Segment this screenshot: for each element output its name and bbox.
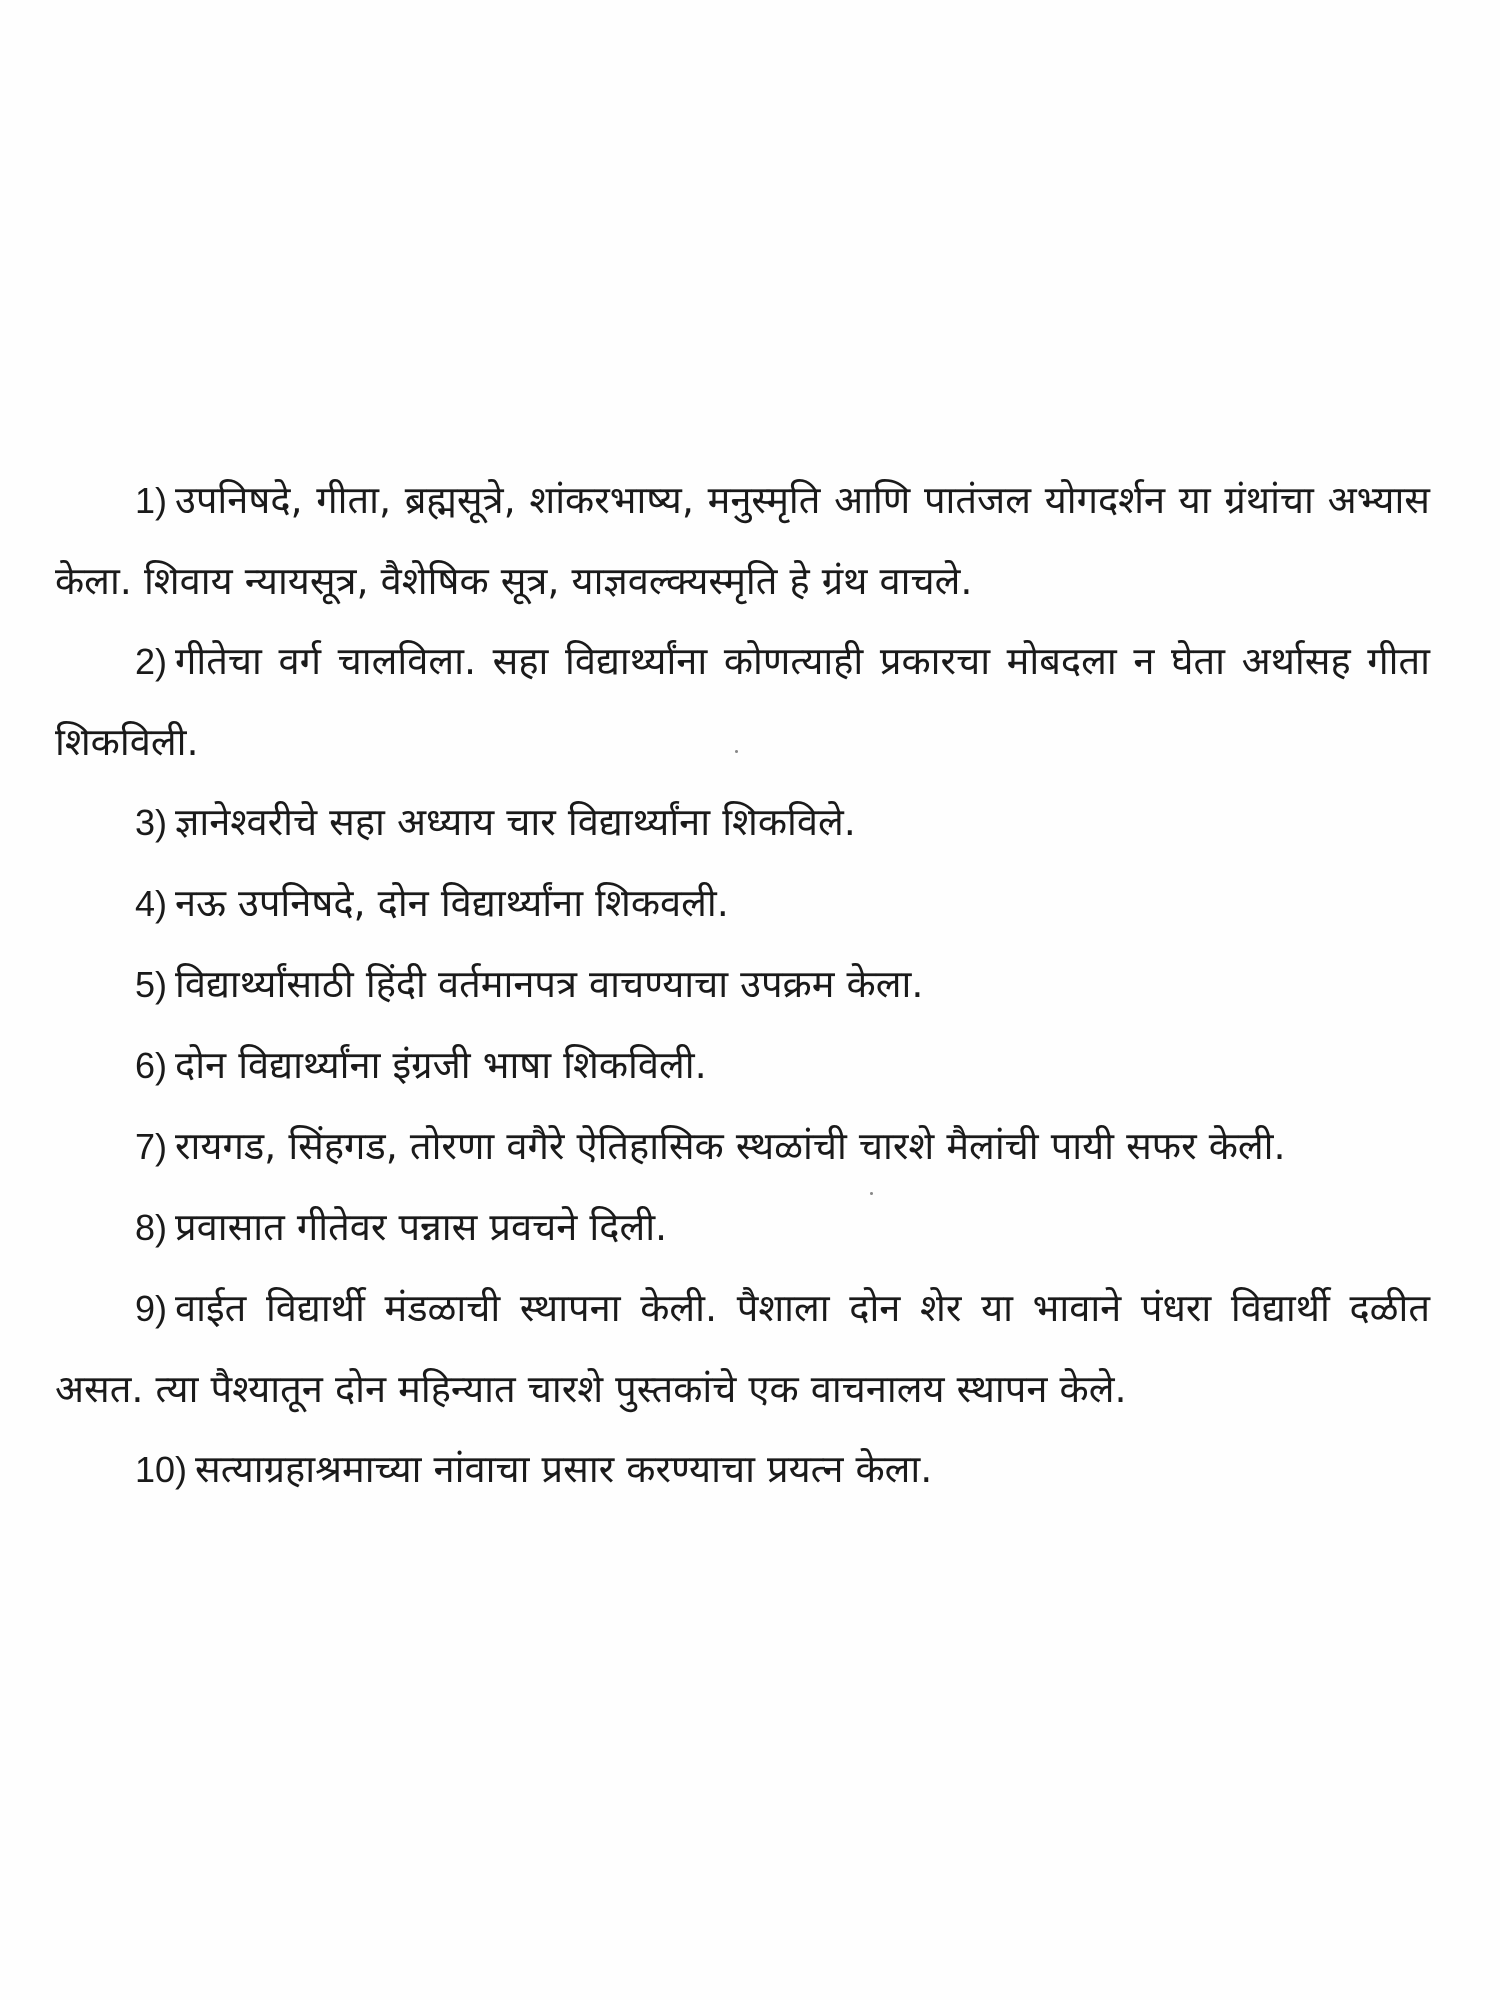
item-text: सत्याग्रहाश्रमाच्या नांवाचा प्रसार करण्याचा प्रयत्न केला.	[195, 1447, 933, 1491]
item-text: वाईत विद्यार्थी मंडळाची स्थापना केली. पैशाला दोन शेर या भावाने पंधरा विद्यार्थी दळीत असत. त्या पैश्यातून दोन महिन्यात चारशे पुस्तकांचे एक वाचनालय स्थापन केले.	[55, 1286, 1430, 1411]
achievements-list	[55, 460, 1430, 1510]
item-text: उपनिषदे, गीता, ब्रह्मसूत्रे, शांकरभाष्य, मनुस्मृति आणि पातंजल योगदर्शन या ग्रंथांचा अभ्यास केला. शिवाय न्यायसूत्र, वैशेषिक सूत्र, याज्ञवल्क्यस्मृति हे ग्रंथ वाचले.	[55, 478, 1430, 603]
list-item-5	[55, 944, 1430, 1025]
paper-speck	[735, 750, 738, 753]
list-item-4	[55, 863, 1430, 944]
list-item-10	[55, 1429, 1430, 1510]
item-number: 2)	[135, 641, 168, 682]
item-number: 8)	[135, 1207, 168, 1248]
item-text: दोन विद्यार्थ्यांना इंग्रजी भाषा शिकविली.	[175, 1043, 707, 1087]
item-number: 3)	[135, 802, 168, 843]
item-number: 10)	[135, 1449, 188, 1490]
item-number: 5)	[135, 964, 168, 1005]
list-item-7	[55, 1106, 1430, 1187]
item-text: प्रवासात गीतेवर पन्नास प्रवचने दिली.	[175, 1205, 668, 1249]
list-item-8	[55, 1187, 1430, 1268]
item-text: गीतेचा वर्ग चालविला. सहा विद्यार्थ्यांना कोणत्याही प्रकारचा मोबदला न घेता अर्थासह गीता शिकविली.	[55, 639, 1430, 764]
item-number: 7)	[135, 1126, 168, 1167]
list-item-9	[55, 1268, 1430, 1429]
list-item-3	[55, 782, 1430, 863]
list-item-1	[55, 460, 1430, 621]
item-number: 4)	[135, 883, 168, 924]
item-text: ज्ञानेश्वरीचे सहा अध्याय चार विद्यार्थ्यांना शिकविले.	[175, 800, 856, 844]
item-text: नऊ उपनिषदे, दोन विद्यार्थ्यांना शिकवली.	[175, 881, 729, 925]
item-text: विद्यार्थ्यांसाठी हिंदी वर्तमानपत्र वाचण्याचा उपक्रम केला.	[175, 962, 924, 1006]
item-number: 9)	[135, 1288, 168, 1329]
paper-speck	[870, 1192, 873, 1195]
item-number: 6)	[135, 1045, 168, 1086]
item-text: रायगड, सिंहगड, तोरणा वगैरे ऐतिहासिक स्थळांची चारशे मैलांची पायी सफर केली.	[175, 1124, 1286, 1168]
list-item-6	[55, 1025, 1430, 1106]
list-item-2	[55, 621, 1430, 782]
item-number: 1)	[135, 480, 168, 521]
